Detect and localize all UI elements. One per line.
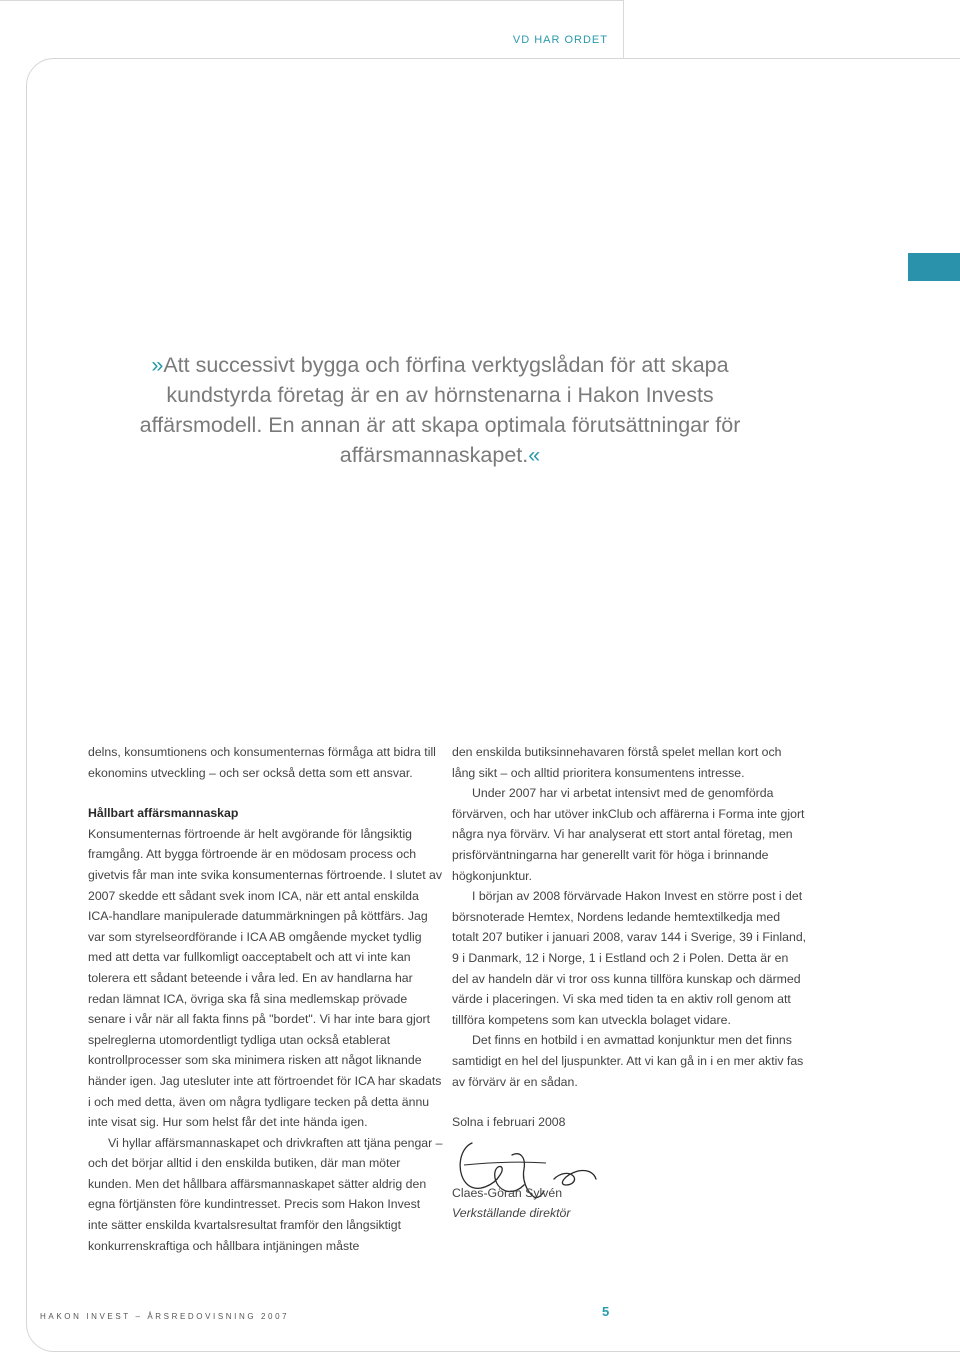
quote-close-mark: « xyxy=(528,443,541,467)
frame-top-line xyxy=(0,0,624,1)
left-paragraph-3: Vi hyllar affärsmannaskapet och drivkraften att tjäna pengar – och det börjar alltid i den enskilda butiken, där man möter kunden. Men det hållbara affärsmannaskapet sätter aldrig den egna förtjänsten före kundintresset. Precis som Hakon Invest inte sätter enskilda kvartalsresultat framför den långsiktigt konkurrenskraftiga och hållbara intjäningen måste xyxy=(88,1135,443,1253)
signer-title: Verkställande direktör xyxy=(452,1206,571,1221)
right-paragraph-2: Under 2007 har vi arbetat intensivt med de genomförda förvärven, och har utöver inkClub och affärerna i Forma inte gjort några nya förvärv. Vi har analyserat ett stort antal företag, men prisförväntningarna har generellt varit för höga i brinnande högkonjunktur. xyxy=(452,786,805,883)
pull-quote-text: Att successivt bygga och förfina verktygslådan för att skapa kundstyrda företag är en av hörnstenarna i Hakon Invests affärsmodell. En annan är att skapa optimala förutsättningar för affärsmannaskapet. xyxy=(139,353,741,467)
section-heading: Hållbart affärsmannaskap xyxy=(88,806,239,821)
left-paragraph-1: delns, konsumtionens och konsumenternas förmåga att bidra till ekonomins utveckling – och ser också detta som ett ansvar. xyxy=(88,745,436,780)
footer-publication-label: HAKON INVEST – ÅRSREDOVISNING 2007 xyxy=(40,1312,290,1321)
page-number: 5 xyxy=(602,1304,610,1319)
right-paragraph-1: den enskilda butiksinnehavaren förstå spelet mellan kort och lång sikt – och alltid prioritera konsumentens intresse. xyxy=(452,745,782,780)
right-paragraph-3: I början av 2008 förvärvade Hakon Invest en större post i det börsnoterade Hemtex, Nordens ledande hemtextilkedja med totalt 207 butiker i januari 2008, varav 144 i Sverige, 39 i Finland, 9 i Danmark, 12 i Norge, 1 i Estland och 2 i Polen. Detta är en del av handeln där vi tror oss kunna tillföra kunskap och därmed värde i placeringen. Vi ska med tiden ta en aktiv roll genom att tillföra kompetens som kan utveckla bolaget vidare. xyxy=(452,889,807,1027)
frame-divider-line xyxy=(623,0,624,60)
place-date: Solna i februari 2008 xyxy=(452,1115,566,1130)
left-paragraph-2: Konsumenternas förtroende är helt avgörande för långsiktig framgång. Att bygga förtroende är en mödosam process och givetvis får man inte svika konsumenternas förtroende. I slutet av 2007 skedde ett sådant svek inom ICA, när ett antal enskilda ICA-handlare manipulerade datummärkningen på köttfärs. Jag var som styrelseordförande i ICA AB omgående mycket tydlig med att detta var fullkomligt oacceptabelt och att vi inte kan tolerera ett sådant beteende i våra led. En av handlarna har redan lämnat ICA, övriga ska få sina medlemskap prövade senare i vår när all fakta finns på "bordet". Vi har inte bara gjort spelreglerna utomordentligt tydliga utan också etablerat kontrollprocesser som ska minimera risken att något liknande händer igen. Jag utesluter inte att förtroendet för ICA har skadats i och med detta, även om några tydligare tecken på detta ännu inte visat sig. Hur som helst får det inte hända igen. xyxy=(88,826,443,1130)
right-column xyxy=(452,742,807,1224)
signer-name: Claes-Göran Sylvén xyxy=(452,1185,563,1200)
quote-open-mark: » xyxy=(151,353,164,377)
pull-quote xyxy=(120,350,760,470)
right-paragraph-4: Det finns en hotbild i en avmattad konjunktur men det finns samtidigt en hel del ljuspunkter. Att vi kan gå in i en mer aktiv fas av förvärv är en sådan. xyxy=(452,1033,804,1089)
section-tab-marker xyxy=(908,253,960,281)
left-column xyxy=(88,742,443,1256)
section-label: VD HAR ORDET xyxy=(512,34,608,46)
